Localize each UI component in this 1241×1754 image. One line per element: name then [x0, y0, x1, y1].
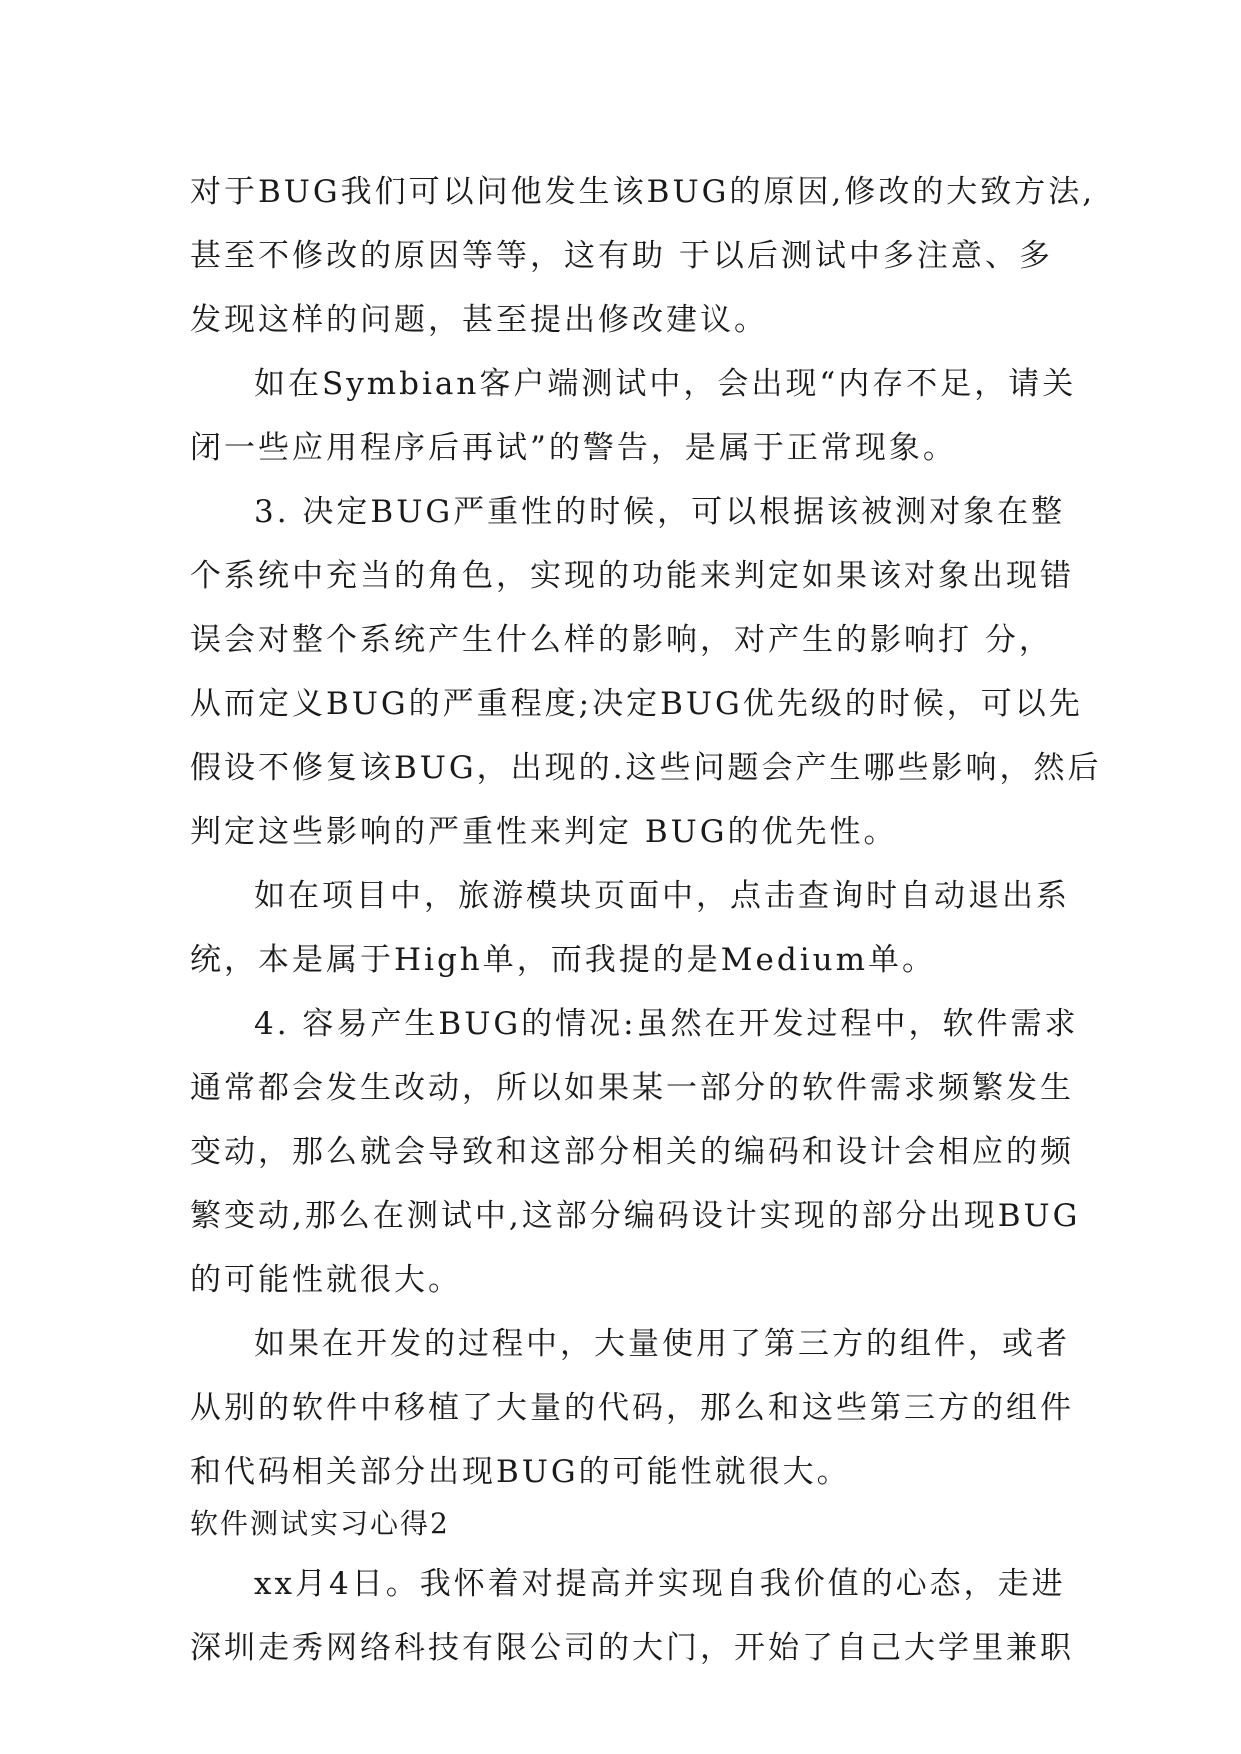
paragraph-internship-intro [190, 1552, 1074, 1680]
text-line: 的可能性就很大。 [190, 1262, 462, 1298]
document-page [190, 160, 1102, 1680]
paragraph-bug-severity [190, 480, 1102, 864]
text-line: 统，本是属于High单，而我提的是Medium单。 [190, 942, 936, 978]
text-line: 通常都会发生改动，所以如果某一部分的软件需求频繁发生 [190, 1070, 1074, 1106]
text-line: 如果在开发的过程中，大量使用了第三方的组件，或者 [254, 1326, 1070, 1362]
text-line: 个系统中充当的角色，实现的功能来判定如果该对象出现错 [190, 558, 1074, 594]
text-line: 甚至不修改的原因等等，这有助 于以后测试中多注意、多 [190, 238, 1053, 274]
text-line: 4. 容易产生BUG的情况:虽然在开发过程中，软件需求 [254, 1006, 1079, 1042]
text-line: 对于BUG我们可以问他发生该BUG的原因,修改的大致方法, [190, 174, 1096, 210]
paragraph-bug-discussion [190, 160, 1096, 352]
text-line: 3. 决定BUG严重性的时候，可以根据该被测对象在整 [254, 494, 1066, 530]
text-line: xx月4日。我怀着对提高并实现自我价值的心态，走进 [254, 1566, 1066, 1602]
text-line: 深圳走秀网络科技有限公司的大门，开始了自己大学里兼职 [190, 1630, 1074, 1666]
text-line: 误会对整个系统产生什么样的影响，对产生的影响打 分， [190, 622, 1053, 658]
text-line: 从而定义BUG的严重程度;决定BUG优先级的时候，可以先 [190, 686, 1083, 722]
paragraph-project-example [190, 864, 1070, 992]
text-line: 判定这些影响的严重性来判定 BUG的优先性。 [190, 814, 898, 850]
paragraph-bug-prone-cases [190, 992, 1081, 1312]
text-line: 繁变动,那么在测试中,这部分编码设计实现的部分出现BUG [190, 1198, 1081, 1234]
text-line: 变动，那么就会导致和这部分相关的编码和设计会相应的频 [190, 1134, 1074, 1170]
text-line: 和代码相关部分出现BUG的可能性就很大。 [190, 1454, 851, 1490]
section-heading: 软件测试实习心得2 [190, 1507, 450, 1540]
paragraph-symbian-example [190, 352, 1077, 480]
text-line: 如在Symbian客户端测试中，会出现“内存不足，请关 [254, 366, 1077, 402]
text-line: 从别的软件中移植了大量的代码，那么和这些第三方的组件 [190, 1390, 1074, 1426]
text-line: 如在项目中，旅游模块页面中，点击查询时自动退出系 [254, 878, 1070, 914]
paragraph-third-party [190, 1312, 1074, 1504]
text-line: 发现这样的问题，甚至提出修改建议。 [190, 302, 768, 338]
text-line: 假设不修复该BUG，出现的.这些问题会产生哪些影响，然后 [190, 750, 1102, 786]
text-line: 闭一些应用程序后再试”的警告，是属于正常现象。 [190, 430, 957, 466]
